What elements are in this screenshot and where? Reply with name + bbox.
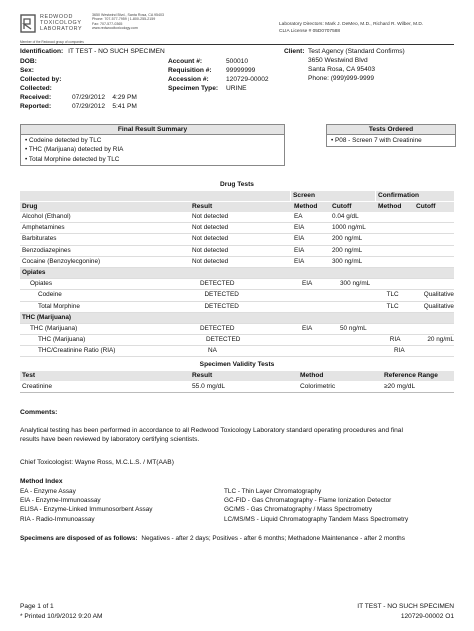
validity-cell: 55.0 mg/dL — [192, 383, 225, 390]
drug-tests-title: Drug Tests — [220, 181, 254, 188]
cell-confirm-method — [378, 257, 416, 267]
cell-confirm-method — [386, 324, 424, 334]
cell-confirm-method — [378, 268, 416, 278]
field-label: DOB: — [20, 58, 37, 65]
field-label: Requisition #: — [168, 66, 212, 74]
drug-row — [20, 234, 454, 245]
method-item: GC/MS - Gas Chromatography / Mass Spectrometry — [224, 506, 373, 514]
page-number: Page 1 of 1 — [20, 603, 54, 610]
patient-fields — [20, 58, 137, 111]
cell-confirm-cutoff — [416, 234, 454, 244]
cell-screen-method — [302, 290, 341, 300]
address-line: Fax: 707-577-0365 — [92, 21, 123, 26]
lab-address — [92, 13, 164, 31]
comments-paragraph — [20, 426, 460, 444]
lab-tagline: Member of the Redwood group of companies — [20, 40, 84, 44]
method-item: RIA - Radio-Immunoassay — [20, 515, 95, 523]
cell-result — [192, 268, 292, 278]
drug-group-row — [20, 268, 454, 279]
clia-text: CLIA License # 05D0707588 — [279, 28, 341, 34]
client-line: Santa Rosa, CA 95403 — [308, 65, 376, 73]
cell-result: Not detected — [192, 213, 229, 220]
field-label: Specimen Type: — [168, 84, 219, 92]
cell-confirm-method — [386, 279, 424, 289]
cell-screen-method — [305, 335, 345, 345]
cell-result: Not detected — [192, 224, 229, 232]
cell-confirm-cutoff — [416, 313, 454, 323]
cell-confirm-cutoff: 20 ng/mL — [427, 336, 454, 344]
cell-screen-method: EA — [294, 213, 303, 220]
method-item: ELISA - Enzyme-Linked Immunosorbent Assay — [20, 506, 153, 514]
cell-screen-cutoff — [332, 313, 378, 323]
cell-screen-cutoff: 50 ng/mL — [340, 324, 367, 332]
lab-directors — [279, 22, 423, 35]
cell-screen-method: EIA — [294, 235, 305, 243]
summary-item: • Total Morphine detected by TLC — [25, 155, 120, 163]
drug-row — [20, 324, 454, 335]
cell-screen-method: EIA — [302, 324, 313, 332]
cell-confirm-cutoff: Qualitative — [423, 291, 454, 299]
ordered-title: Tests Ordered — [327, 125, 455, 135]
field-collected — [20, 85, 137, 94]
validity-header: Method — [300, 372, 324, 379]
validity-cell: Creatinine — [22, 383, 53, 390]
validity-header-row — [20, 371, 454, 381]
field-accession — [168, 76, 269, 85]
field-specimen-type — [168, 85, 269, 94]
cell-drug: Amphetamines — [22, 224, 65, 232]
validity-cell: Colorimetric — [300, 383, 336, 390]
cell-drug: Total Morphine — [38, 302, 80, 310]
cell-confirm-method — [378, 223, 416, 233]
cell-screen-cutoff — [344, 335, 389, 345]
disposal-text: Negatives - after 2 days; Positives - after 6 months; Methadone Maintenance - after 2 months — [141, 535, 405, 542]
cell-confirm-cutoff — [432, 346, 454, 356]
cell-screen-cutoff: 200 ng/mL — [332, 246, 363, 254]
cell-screen-method: EIA — [294, 224, 305, 232]
drug-row — [20, 302, 454, 313]
cell-screen-cutoff: 0.04 g/dL — [332, 213, 359, 220]
drug-row — [20, 246, 454, 257]
validity-cell: ≥20 mg/dL — [384, 383, 416, 390]
method-item: GC-FID - Gas Chromatography - Flame Ionization Detector — [224, 497, 392, 505]
directors-text: Laboratory Directors: Mark J. DeMeo, M.D., Richard R. Wilber, M.D. — [279, 22, 424, 27]
drug-rows — [20, 212, 454, 357]
cell-drug: Opiates — [22, 268, 46, 276]
field-label: Reported: — [20, 102, 52, 110]
cell-confirm-method: RIA — [389, 336, 401, 344]
client-line: Phone: (999)999-9999 — [308, 74, 374, 82]
cell-confirm-method: RIA — [394, 347, 405, 355]
cell-screen-cutoff: 1000 ng/mL — [332, 224, 366, 232]
field-sex — [20, 67, 137, 76]
drug-row — [20, 257, 454, 268]
cell-drug: Opiates — [30, 280, 53, 288]
cell-screen-cutoff — [332, 268, 378, 278]
address-line: 3650 Westwind Blvd., Santa Rosa, CA 95403 — [92, 13, 165, 17]
cell-result: DETECTED — [205, 336, 241, 344]
lab-name-line3: LABORATORY — [40, 26, 83, 33]
cell-confirm-cutoff: Qualitative — [423, 302, 454, 310]
field-label: Received: — [20, 93, 52, 101]
footer-right — [357, 602, 454, 621]
cell-confirm-cutoff — [416, 257, 454, 267]
method-index-left — [20, 487, 153, 524]
validity-header: Result — [192, 372, 213, 379]
address-line: www.redwoodtoxicology.com — [92, 26, 138, 31]
cell-drug: THC (Marijuana) — [22, 313, 71, 321]
field-value: 500010 — [226, 58, 249, 65]
cell-drug: THC (Marijuana) — [38, 336, 86, 344]
summary-item: • Codeine detected by TLC — [25, 137, 102, 144]
field-collected-by — [20, 76, 137, 85]
cell-screen-method — [302, 302, 341, 312]
cell-confirm-cutoff — [424, 324, 454, 334]
cell-screen-cutoff — [348, 346, 394, 356]
comments-line: results have been reviewed by laboratory certifying scientists. — [20, 436, 200, 443]
validity-table — [20, 371, 454, 393]
drug-row — [20, 223, 454, 234]
drug-row — [20, 212, 454, 223]
cell-confirm-method — [378, 313, 416, 323]
field-requisition — [168, 67, 269, 76]
client-line: 3650 Westwind Blvd — [308, 56, 368, 64]
cell-result: DETECTED — [204, 291, 239, 299]
method-item: EA - Enzyme Assay — [20, 488, 76, 495]
drug-row — [20, 335, 454, 346]
footer-specimen-id: IT TEST - NO SUCH SPECIMEN — [357, 603, 454, 610]
cell-confirm-method — [378, 212, 416, 222]
client-block — [284, 48, 405, 84]
field-account — [168, 58, 269, 67]
final-result-summary — [20, 124, 285, 166]
ordered-item: • P08 - Screen 7 with Creatinine — [331, 137, 422, 144]
validity-title: Specimen Validity Tests — [199, 361, 275, 368]
cell-drug: Codeine — [38, 291, 62, 299]
header-confirm-cutoff: Cutoff — [416, 203, 436, 210]
cell-drug: Cocaine (Benzoylecgonine) — [22, 257, 101, 265]
field-value: 07/29/2012 5:41 PM — [72, 102, 137, 110]
field-label: Collected: — [20, 84, 52, 92]
cell-screen-method: EIA — [294, 246, 305, 254]
disposal-label: Specimens are disposed of as follows: — [20, 535, 138, 542]
cell-result: NA — [208, 347, 217, 355]
account-fields — [168, 58, 269, 94]
header-divider — [20, 44, 454, 45]
field-value: URINE — [226, 84, 247, 92]
method-item: EIA - Enzyme-Immunoassay — [20, 497, 101, 505]
comments-title: Comments: — [20, 409, 58, 416]
identification-value: IT TEST - NO SUCH SPECIMEN — [68, 48, 165, 55]
lab-name-line2: TOXICOLOGY — [40, 20, 82, 27]
drug-row — [20, 346, 454, 357]
client-line: Test Agency (Standard Confirms) — [308, 48, 405, 55]
lab-name-line1: REDWOOD — [40, 14, 73, 20]
comments-line: Analytical testing has been performed in accordance to all Redwood Toxicology Laboratory standard operating procedures and final — [20, 427, 403, 434]
drug-row — [20, 290, 454, 301]
cell-confirm-cutoff — [416, 223, 454, 233]
cell-confirm-cutoff — [416, 212, 454, 222]
cell-screen-cutoff — [342, 290, 387, 300]
cell-drug: THC (Marijuana) — [30, 324, 78, 332]
client-label: Client: — [284, 48, 305, 55]
cell-result: DETECTED — [204, 302, 239, 310]
validity-header: Test — [22, 372, 36, 379]
identification — [20, 48, 165, 55]
field-label: Collected by: — [20, 75, 62, 83]
header-screen-cutoff: Cutoff — [332, 203, 352, 210]
tests-ordered — [326, 124, 456, 147]
cell-screen-cutoff: 300 ng/mL — [332, 257, 363, 265]
cell-result: Not detected — [192, 257, 229, 265]
cell-screen-method: EIA — [294, 257, 305, 265]
cell-confirm-cutoff — [416, 246, 454, 256]
group-screen: Screen — [290, 191, 375, 201]
chief-toxicologist: Chief Toxicologist: Wayne Ross, M.C.L.S. / MT(AAB) — [20, 459, 174, 466]
cell-screen-method: EIA — [302, 280, 313, 288]
cell-confirm-cutoff — [424, 279, 454, 289]
method-item: TLC - Thin Layer Chromatography — [224, 488, 322, 495]
cell-confirm-method — [378, 246, 416, 256]
validity-header: Reference Range — [384, 372, 438, 379]
header-screen-method: Method — [294, 203, 318, 210]
field-received — [20, 94, 137, 103]
cell-drug: Barbiturates — [22, 235, 57, 243]
group-header-row — [20, 191, 454, 201]
cell-screen-cutoff — [342, 302, 387, 312]
cell-result: DETECTED — [200, 280, 235, 288]
printed-timestamp: * Printed 10/9/2012 9:20 AM — [20, 612, 103, 620]
header-drug: Drug — [22, 203, 38, 210]
validity-row — [20, 381, 454, 393]
summary-item: • THC (Marijuana) detected by RIA — [25, 146, 124, 154]
method-item: LC/MS/MS - Liquid Chromatography Tandem Mass Spectrometry — [224, 515, 409, 523]
cell-confirm-method: TLC — [386, 291, 399, 299]
summary-title: Final Result Summary — [21, 125, 284, 135]
column-header-row — [20, 202, 454, 212]
field-value: 07/29/2012 4:29 PM — [72, 93, 137, 101]
field-label: Sex: — [20, 66, 34, 74]
field-label: Account #: — [168, 58, 203, 65]
footer-accession: 120729-00002 O1 — [400, 612, 454, 620]
field-value: 99999999 — [226, 66, 256, 74]
header-confirm-method: Method — [378, 203, 402, 210]
cell-screen-cutoff: 200 ng/mL — [332, 235, 363, 243]
footer-left — [20, 602, 102, 621]
group-confirmation: Confirmation — [375, 191, 454, 201]
cell-drug: Benzodiazepines — [22, 246, 71, 254]
cell-drug: THC/Creatinine Ratio (RIA) — [38, 347, 116, 355]
cell-result: Not detected — [192, 235, 229, 243]
disposal-note — [20, 535, 405, 542]
field-reported — [20, 103, 137, 112]
cell-drug: Alcohol (Ethanol) — [22, 213, 71, 220]
cell-result: DETECTED — [200, 324, 235, 332]
cell-screen-method — [292, 313, 332, 323]
cell-screen-method — [308, 346, 348, 356]
lab-logo — [20, 13, 84, 39]
identification-label: Identification: — [20, 48, 64, 55]
field-label: Accession #: — [168, 75, 209, 83]
cell-screen-method — [292, 268, 332, 278]
drug-group-row — [20, 313, 454, 324]
cell-result: Not detected — [192, 246, 229, 254]
drug-tests-table — [20, 191, 454, 357]
drug-row — [20, 279, 454, 290]
field-value: 120729-00002 — [226, 75, 269, 83]
cell-screen-cutoff: 300 ng/mL — [340, 280, 371, 288]
field-dob — [20, 58, 137, 67]
cell-confirm-method: TLC — [386, 302, 399, 310]
address-line: Phone: 707-577-7959 | 1-800-255-2159 — [92, 17, 156, 22]
header-result: Result — [192, 203, 213, 210]
logo-mark-icon — [20, 14, 37, 34]
cell-confirm-cutoff — [416, 268, 454, 278]
cell-result — [192, 313, 292, 323]
method-index-title: Method Index — [20, 478, 63, 485]
cell-confirm-method — [378, 234, 416, 244]
method-index-right — [224, 487, 408, 524]
